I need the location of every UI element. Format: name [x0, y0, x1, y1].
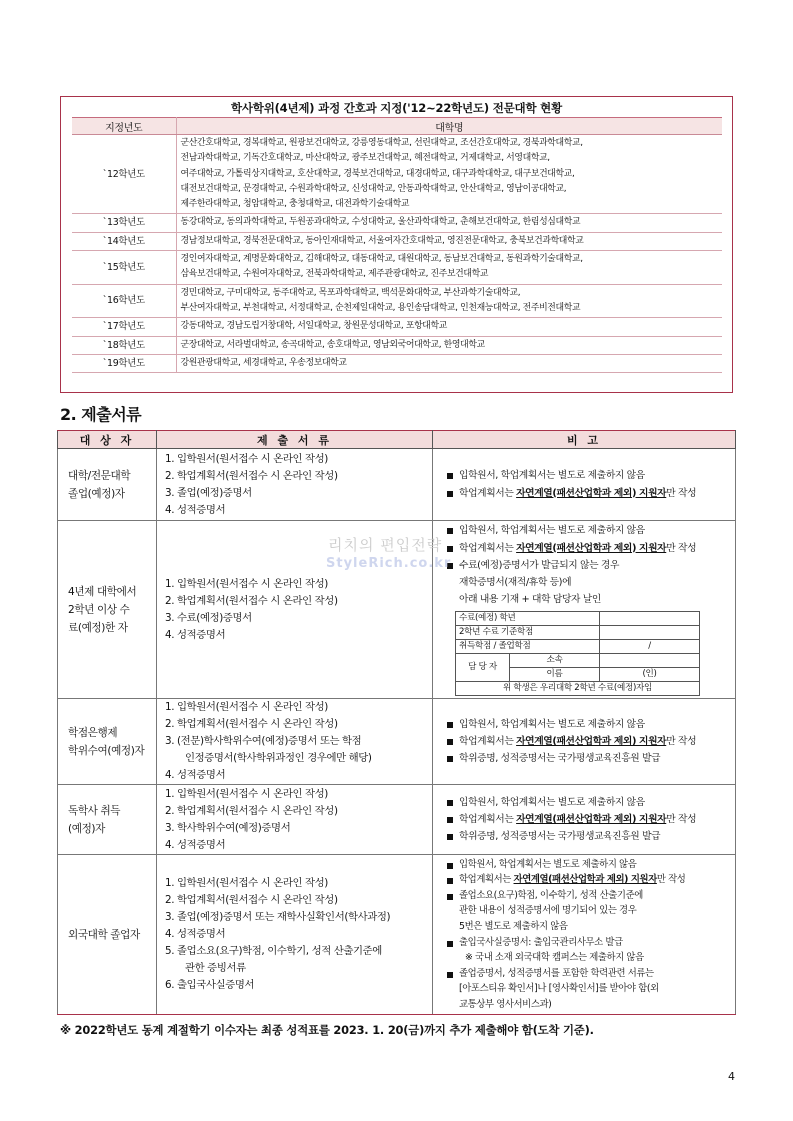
- table-row: [72, 336, 722, 354]
- college-names-line: 강원관광대학교, 세경대학교, 우송정보대학교: [180, 357, 347, 368]
- college-names-cell: [176, 135, 722, 214]
- footnote: ※ 2022학년도 동계 계절학기 이수자는 최종 성적표를 2023. 1. 20(금)까지 추가 제출해야 함(도착 기준).: [60, 1023, 594, 1037]
- bullet-icon: [447, 491, 453, 497]
- college-names-line: 경남정보대학교, 경북전문대학교, 동아인재대학교, 서울여자간호대학교, 영진전문대학교, 충북보건과학대학교: [180, 235, 584, 246]
- college-names-line: 경인여자대학교, 계명문화대학교, 김해대학교, 대동대학교, 대원대학교, 동남보건대학교, 동원과학기술대학교,: [180, 254, 583, 265]
- notes-cell: 입학원서, 학업계획서는 별도로 제출하지 않음 학업계획서는 자연계열(패션산업학과 제외) 지원자만 작성 수료(예정)증명서가 발급되지 않는 경우 재학증명서(재적/휴학 등)에 아래 내용 기재 + 대학 담당자 날인 수료(예정) 학년 2학년 수료 기준학점 취득학점 / 졸업학점 / 담 당 자 소속 이름 (인) 위 학생은 우리대학 2학년 수료(예정)자임: [433, 521, 736, 699]
- bullet-icon: [447, 878, 453, 884]
- college-names-line: 동강대학교, 동의과학대학교, 두원공과대학교, 수성대학교, 울산과학대학교, 춘해보건대학교, 한림성심대학교: [180, 217, 581, 228]
- table-row: [72, 214, 722, 232]
- notes-cell: 입학원서, 학업계획서는 별도로 제출하지 않음 학업계획서는 자연계열(패션산업학과 제외) 지원자만 작성 학위증명, 성적증명서는 국가평생교육진흥원 발급: [433, 699, 736, 785]
- college-names-line: 군장대학교, 서라벌대학교, 송곡대학교, 송호대학교, 영남외국어대학교, 한영대학교: [180, 339, 485, 350]
- bullet-icon: [447, 800, 453, 806]
- target-cell: 외국대학 졸업자: [58, 855, 157, 1015]
- table-row: [58, 699, 736, 785]
- year-cell: `16학년도: [72, 284, 176, 318]
- bullet-icon: [447, 834, 453, 840]
- designated-colleges-title: 학사학위(4년제) 과정 간호과 지정('12~22학년도) 전문대학 현황: [230, 101, 562, 115]
- year-cell: `14학년도: [72, 232, 176, 250]
- documents-cell: 1. 입학원서(원서접수 시 온라인 작성) 2. 학업계획서(원서접수 시 온라인 작성) 3. 졸업(예정)증명서 4. 성적증명서: [157, 449, 433, 521]
- notes-cell: 입학원서, 학업계획서는 별도로 제출하지 않음 학업계획서는 자연계열(패션산업학과 제외) 지원자만 작성: [433, 449, 736, 521]
- college-names-cell: [176, 336, 722, 354]
- table-row: [58, 855, 736, 1015]
- year-cell: `15학년도: [72, 251, 176, 285]
- bullet-icon: [447, 941, 453, 947]
- target-cell: 4년제 대학에서 2학년 이상 수 료(예정)한 자: [58, 521, 157, 699]
- college-names-cell: [176, 354, 722, 372]
- bullet-icon: [447, 863, 453, 869]
- college-names-cell: [176, 232, 722, 250]
- table-row: [72, 232, 722, 250]
- bullet-icon: [447, 817, 453, 823]
- table-row: [72, 135, 722, 214]
- col-header-names: 대학명: [176, 118, 722, 135]
- submission-docs-table: [57, 430, 736, 1015]
- section-title: 2. 제출서류: [60, 405, 142, 424]
- designated-colleges-box: [60, 96, 733, 393]
- college-names-cell: [176, 318, 722, 336]
- bullet-icon: [447, 528, 453, 534]
- college-names-line: 군산간호대학교, 경복대학교, 원광보건대학교, 강릉영동대학교, 선린대학교, 조선간호대학교, 경북과학대학교,: [180, 138, 583, 148]
- college-names-line: 삼육보건대학교, 수원여자대학교, 전북과학대학교, 제주관광대학교, 진주보건대학교: [180, 269, 489, 280]
- college-names-line: 부산여자대학교, 부천대학교, 서정대학교, 순천제일대학교, 용인송담대학교, 인천재능대학교, 전주비전대학교: [180, 302, 581, 313]
- college-names-line: 제주한라대학교, 청암대학교, 충청대학교, 대전과학기술대학교: [180, 199, 410, 210]
- college-names-line: 경민대학교, 구미대학교, 동주대학교, 목포과학대학교, 백석문화대학교, 부산과학기술대학교,: [180, 287, 521, 298]
- year-cell: `19학년도: [72, 354, 176, 372]
- documents-cell: 1. 입학원서(원서접수 시 온라인 작성) 2. 학업계획서(원서접수 시 온라인 작성) 3. (전문)학사학위수여(예정)증명서 또는 학점 인정증명서(학사학위과정인 경우에만 해당) 4. 성적증명서: [157, 699, 433, 785]
- bullet-icon: [447, 722, 453, 728]
- year-cell: `13학년도: [72, 214, 176, 232]
- bullet-icon: [447, 894, 453, 900]
- header-notes: 비 고: [433, 431, 736, 449]
- table-row: [72, 354, 722, 372]
- bullet-icon: [447, 756, 453, 762]
- documents-cell: 1. 입학원서(원서접수 시 온라인 작성) 2. 학업계획서(원서접수 시 온라인 작성) 3. 학사학위수여(예정)증명서 4. 성적증명서: [157, 785, 433, 855]
- completion-certificate-form: 수료(예정) 학년 2학년 수료 기준학점 취득학점 / 졸업학점 / 담 당 자 소속 이름 (인) 위 학생은 우리대학 2학년 수료(예정)자임: [455, 611, 700, 696]
- bullet-icon: [447, 473, 453, 479]
- bullet-icon: [447, 546, 453, 552]
- documents-cell: 1. 입학원서(원서접수 시 온라인 작성) 2. 학업계획서(원서접수 시 온라인 작성) 3. 졸업(예정)증명서 또는 재학사실확인서(학사과정) 4. 성적증명서 5. 졸업소요(요구)학점, 이수학기, 성적 산출기준에 관한 증빙서류 6. 출입국사실증명서: [157, 855, 433, 1015]
- bullet-icon: [447, 739, 453, 745]
- notes-cell: 입학원서, 학업계획서는 별도로 제출하지 않음 학업계획서는 자연계열(패션산업학과 제외) 지원자만 작성 학위증명, 성적증명서는 국가평생교육진흥원 발급: [433, 785, 736, 855]
- target-cell: 학점은행제 학위수여(예정)자: [58, 699, 157, 785]
- bullet-icon: [447, 972, 453, 978]
- table-row: [58, 785, 736, 855]
- header-target: 대 상 자: [58, 431, 157, 449]
- table-row: [72, 318, 722, 336]
- table-row: [72, 251, 722, 285]
- target-cell: 대학/전문대학 졸업(예정)자: [58, 449, 157, 521]
- target-cell: 독학사 취득 (예정)자: [58, 785, 157, 855]
- watermark-text: 리치의 편입전략: [328, 536, 443, 554]
- year-cell: `17학년도: [72, 318, 176, 336]
- year-cell: `18학년도: [72, 336, 176, 354]
- table-row: [58, 449, 736, 521]
- college-names-cell: [176, 214, 722, 232]
- college-names-line: 대전보건대학교, 문경대학교, 수원과학대학교, 신성대학교, 안동과학대학교, 안산대학교, 영남이공대학교,: [180, 183, 567, 194]
- header-documents: 제 출 서 류: [157, 431, 433, 449]
- watermark-url: StyleRich.co.kr: [326, 556, 452, 571]
- designated-colleges-table: [72, 117, 722, 373]
- year-cell: `12학년도: [72, 135, 176, 214]
- college-names-cell: [176, 251, 722, 285]
- college-names-line: 강동대학교, 경남도립거창대학, 서일대학교, 창원문성대학교, 포항대학교: [180, 321, 447, 332]
- college-names-line: 전남과학대학교, 기독간호대학교, 마산대학교, 광주보건대학교, 혜전대학교, 거제대학교, 서영대학교,: [180, 153, 550, 164]
- page-number: 4: [728, 1070, 735, 1083]
- college-names-cell: [176, 284, 722, 318]
- designated-colleges-body: [72, 135, 722, 373]
- table-row: [72, 284, 722, 318]
- college-names-line: 여주대학교, 가톨릭상지대학교, 호산대학교, 경북보건대학교, 대경대학교, 대구과학대학교, 대구보건대학교,: [180, 168, 575, 179]
- documents-cell: 1. 입학원서(원서접수 시 온라인 작성) 2. 학업계획서(원서접수 시 온라인 작성) 3. 수료(예정)증명서 4. 성적증명서: [157, 521, 433, 699]
- notes-cell: 입학원서, 학업계획서는 별도로 제출하지 않음 학업계획서는 자연계열(패션산업학과 제외) 지원자만 작성 졸업소요(요구)학점, 이수학기, 성적 산출기준에 관한 내용이 성적증명서에 명기되어 있는 경우 5번은 별도로 제출하지 않음 출입국사실증명서: 출입국관리사무소 발급 ※ 국내 소재 외국대학 캠퍼스는 제출하지 않음 졸업증명서, 성적증명서를 포함한 학력관련 서류는 [아포스티유 확인서]나 [영사확인서]를 받아야 함(외 교통상부 영사서비스과): [433, 855, 736, 1015]
- col-header-year: 지정년도: [72, 118, 176, 135]
